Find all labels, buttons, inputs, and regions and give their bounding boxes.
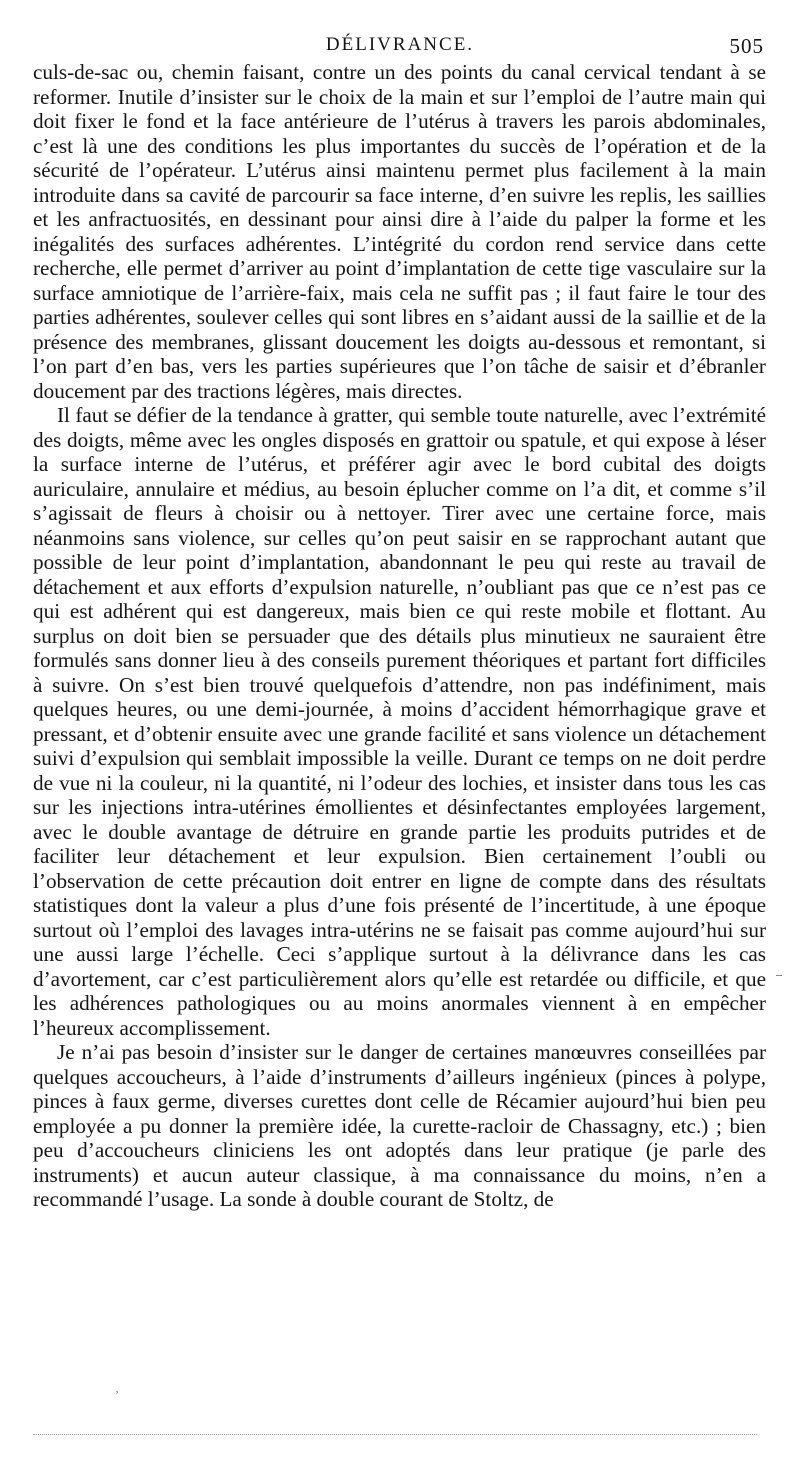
running-head xyxy=(0,34,800,60)
bottom-rule xyxy=(33,1434,757,1435)
print-speck: ‚ xyxy=(115,1381,119,1395)
paragraph-instruments: Je n’ai pas besoin d’insister sur le danger de certaines manœuvres conseillées par quelques accoucheurs, à l’aide d’instruments d’ailleurs ingénieux (pinces à polype, pinces à faux germe, diverses curettes dont celle de Récamier aujourd’hui bien peu employée a pu donner la première idée, la curette-racloir de Chassagny, etc.) ; bien peu d’accoucheurs cliniciens les ont adoptés dans leur pratique (je parle des instruments) et aucun auteur classique, à ma connaissance du moins, n’en a recommandé l’usage. La sonde à double courant de Stoltz, de xyxy=(33,1040,766,1211)
margin-mark xyxy=(776,975,782,976)
body-text xyxy=(33,60,766,1212)
page-number: 505 xyxy=(729,34,764,58)
paragraph-scraping-caution: Il faut se défier de la tendance à gratter, qui semble toute naturelle, avec l’extrémité des doigts, même avec les ongles disposés en grattoir ou spatule, et qui expose à léser la surface interne de l’utérus, et préférer agir avec le bord cubital des doigts auriculaire, annulaire et médius, au besoin éplucher comme on l’a dit, et comme s’il s’agissait de fleurs à choisir ou à nettoyer. Tirer avec une certaine force, mais néanmoins sans violence, sur celles qu’on peut saisir en se rapprochant autant que possible de leur point d’implantation, abandonnant le peu qui reste au travail de détachement et aux efforts d’expulsion naturelle, n’oubliant pas que ce n’est pas ce qui est adhérent qui est dangereux, mais bien ce qui reste mobile et flottant. Au surplus on doit bien se persuader que des détails plus minutieux ne sauraient être formulés sans donner lieu à des conseils purement théoriques et partant fort difficiles à suivre. On s’est bien trouvé quelquefois d’attendre, non pas indéfiniment, mais quelques heures, ou une demi-journée, à moins d’accident hémorrhagique grave et pressant, et d’obtenir ensuite avec une grande facilité et sans violence un détachement suivi d’expulsion qui semblait impossible la veille. Durant ce temps on ne doit perdre de vue ni la couleur, ni la quantité, ni l’odeur des lochies, et insister dans tous les cas sur les injections intra-utérines émollientes et désinfectantes employées largement, avec le double avantage de détruire en grande partie les produits putrides et de faciliter leur détachement et leur expulsion. Bien certainement l’oubli ou l’observation de cette précaution doit entrer en ligne de compte dans des résultats statistiques dont la valeur a plus d’une fois présenté de l’incertitude, à une époque surtout où l’emploi des lavages intra-utérins ne se faisait pas comme aujourd’hui sur une aussi large l’échelle. Ceci s’applique surtout à la délivrance dans les cas d’avortement, car c’est particulièrement alors qu’elle est retardée ou difficile, et que les adhérences pathologiques ou au moins anormales viennent à en empêcher l’heureux accomplissement. xyxy=(33,403,766,1040)
paragraph-continued: culs-de-sac ou, chemin faisant, contre un des points du canal cervical tendant à se reformer. Inutile d’insister sur le choix de la main et sur l’emploi de l’autre main qui doit fixer le fond et la face antérieure de l’utérus à travers les parois abdominales, c’est là une des conditions les plus importantes du succès de l’opération et de la sécurité de l’opérateur. L’utérus ainsi maintenu permet plus facilement à la main introduite dans sa cavité de parcourir sa face interne, d’en suivre les replis, les saillies et les anfractuosités, en dessinant pour ainsi dire à l’aide du palper la forme et les inégalités des surfaces adhérentes. L’intégrité du cordon rend service dans cette recherche, elle permet d’arriver au point d’implantation de cette tige vasculaire sur la surface amniotique de l’arrière-faix, mais cela ne suffit pas ; il faut faire le tour des parties adhérentes, soulever celles qui sont libres en s’aidant aussi de la saillie et de la présence des membranes, glissant doucement les doigts au-dessous et remontant, si l’on part d’en bas, vers les parties supérieures que l’on tâche de saisir et d’ébranler doucement par des tractions légères, mais directes. xyxy=(33,60,766,403)
running-title: DÉLIVRANCE. xyxy=(325,34,475,55)
